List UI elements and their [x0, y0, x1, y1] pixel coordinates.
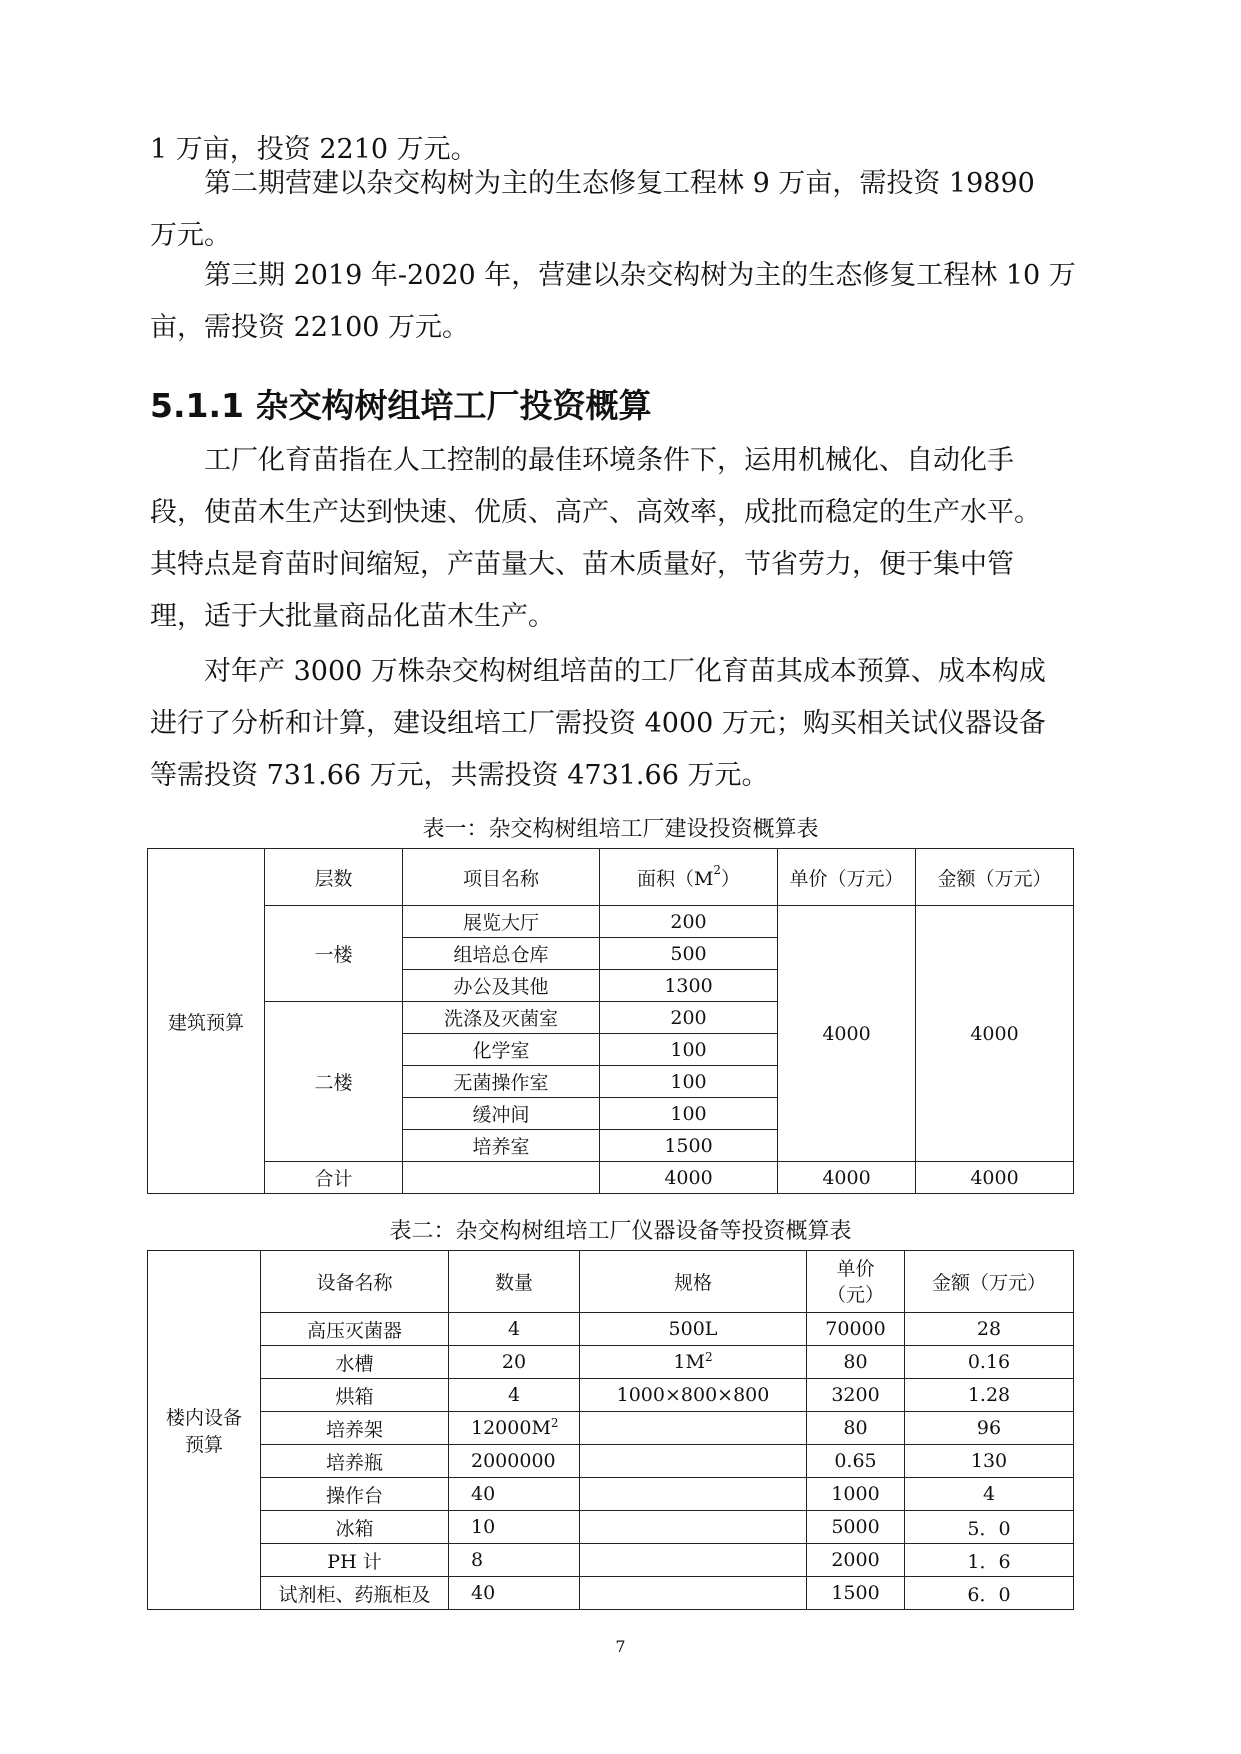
amount-cell: 4 — [905, 1478, 1074, 1511]
page-number: 7 — [615, 1637, 626, 1656]
header-item: 项目名称 — [403, 849, 600, 906]
quantity-cell: $12000M^2$ — [449, 1412, 580, 1445]
quantity-cell: 4 — [449, 1379, 580, 1412]
quantity-cell: 8 — [449, 1544, 580, 1577]
text-line: 段，使苗木生产达到快速、优质、高产、高效率，成批而稳定的生产水平。 — [150, 497, 1041, 528]
paragraph-phase2 — [150, 158, 1095, 262]
quantity-cell: 2000000 — [449, 1445, 580, 1478]
area-cell: 1500 — [600, 1130, 778, 1162]
area-cell: 1300 — [600, 970, 778, 1002]
text-line: 亩，需投资 22100 万元。 — [150, 312, 470, 343]
table2-caption: 表二：杂交构树组培工厂仪器设备等投资概算表 — [389, 1219, 852, 1244]
amount-cell: 0.16 — [905, 1346, 1074, 1379]
table-row — [148, 1544, 1074, 1577]
text-line: 对年产 3000 万株杂交构树组培苗的工厂化育苗其成本预算、成本构成 — [204, 656, 1046, 687]
amount-cell: 96 — [905, 1412, 1074, 1445]
unit-price-cell: 1000 — [807, 1478, 905, 1511]
table-row — [148, 1412, 1074, 1445]
area-cell: 200 — [600, 1002, 778, 1034]
quantity-cell: 40 — [449, 1577, 580, 1610]
header-equipment-name: 设备名称 — [261, 1251, 449, 1313]
table1-caption: 表一：杂交构树组培工厂建设投资概算表 — [422, 817, 819, 842]
equipment-name: 冰箱 — [261, 1511, 449, 1544]
item-cell: 办公及其他 — [403, 970, 600, 1002]
unit-price-cell: 2000 — [807, 1544, 905, 1577]
text-line: 其特点是育苗时间缩短，产苗量大、苗木质量好，节省劳力，便于集中管 — [150, 549, 1014, 580]
equipment-name: 水槽 — [261, 1346, 449, 1379]
paragraph-phase3 — [150, 250, 1095, 354]
text-line: 第三期 2019 年-2020 年，营建以杂交构树为主的生态修复工程林 10 万 — [204, 260, 1076, 291]
table-header-row — [148, 1251, 1074, 1313]
equipment-name: 培养架 — [261, 1412, 449, 1445]
item-cell: 展览大厅 — [403, 906, 600, 938]
equipment-name: 高压灭菌器 — [261, 1313, 449, 1346]
amount-cell: 1．6 — [905, 1544, 1074, 1577]
area-cell: 500 — [600, 938, 778, 970]
spec-cell — [580, 1445, 807, 1478]
text-line: 理，适于大批量商品化苗木生产。 — [150, 601, 555, 632]
item-cell: 缓冲间 — [403, 1098, 600, 1130]
floor-cell: 一楼 — [265, 906, 403, 1002]
item-cell: 组培总仓库 — [403, 938, 600, 970]
table-header-row — [148, 849, 1074, 906]
area-cell: 100 — [600, 1034, 778, 1066]
equipment-name: 培养瓶 — [261, 1445, 449, 1478]
table-row — [148, 1313, 1074, 1346]
text-line: 第二期营建以杂交构树为主的生态修复工程林 9 万亩，需投资 19890 — [204, 168, 1035, 199]
item-cell: 洗涤及灭菌室 — [403, 1002, 600, 1034]
item-cell: 无菌操作室 — [403, 1066, 600, 1098]
header-unit-price: 单价 （元） — [807, 1251, 905, 1313]
building-budget-table — [147, 848, 1074, 1194]
spec-cell — [580, 1511, 807, 1544]
paragraph-factory-nursery — [150, 435, 1095, 643]
area-cell: 200 — [600, 906, 778, 938]
table-row — [148, 1577, 1074, 1610]
amount-cell: 130 — [905, 1445, 1074, 1478]
spec-cell — [580, 1478, 807, 1511]
unit-price-cell: 3200 — [807, 1379, 905, 1412]
unit-price-cell: 70000 — [807, 1313, 905, 1346]
amount-cell: 1.28 — [905, 1379, 1074, 1412]
spec-cell: $1M^2$ — [580, 1346, 807, 1379]
header-floor: 层数 — [265, 849, 403, 906]
amount-cell: 6．0 — [905, 1577, 1074, 1610]
header-unit-price: 单价（万元） — [778, 849, 916, 906]
quantity-cell: 40 — [449, 1478, 580, 1511]
item-cell: 化学室 — [403, 1034, 600, 1066]
spec-cell: 500L — [580, 1313, 807, 1346]
header-spec: 规格 — [580, 1251, 807, 1313]
text-line: 等需投资 731.66 万元，共需投资 4731.66 万元。 — [150, 760, 769, 791]
quantity-cell: 10 — [449, 1511, 580, 1544]
spec-cell — [580, 1412, 807, 1445]
total-price: 4000 — [778, 1162, 916, 1194]
merged-amount-cell: 4000 — [916, 906, 1074, 1162]
floor-cell: 二楼 — [265, 1002, 403, 1162]
header-quantity: 数量 — [449, 1251, 580, 1313]
spec-cell — [580, 1577, 807, 1610]
category-cell: 楼内设备 预算 — [148, 1251, 261, 1610]
table-row — [148, 1478, 1074, 1511]
header-amount: 金额（万元） — [916, 849, 1074, 906]
unit-price-cell: 0.65 — [807, 1445, 905, 1478]
amount-cell: 28 — [905, 1313, 1074, 1346]
equipment-name: PH 计 — [261, 1544, 449, 1577]
unit-price-cell: 1500 — [807, 1577, 905, 1610]
unit-price-cell: 80 — [807, 1412, 905, 1445]
unit-price-cell: 5000 — [807, 1511, 905, 1544]
text-line: 万元。 — [150, 220, 231, 251]
equipment-budget-table — [147, 1250, 1074, 1610]
header-amount: 金额（万元） — [905, 1251, 1074, 1313]
table-row — [148, 1511, 1074, 1544]
text-line: 进行了分析和计算，建设组培工厂需投资 4000 万元；购买相关试仪器设备 — [150, 708, 1046, 739]
spec-cell: 1000×800×800 — [580, 1379, 807, 1412]
text-line: 工厂化育苗指在人工控制的最佳环境条件下，运用机械化、自动化手 — [204, 445, 1014, 476]
equipment-name: 试剂柜、药瓶柜及 — [261, 1577, 449, 1610]
category-cell: 建筑预算 — [148, 849, 265, 1194]
table-row — [148, 1379, 1074, 1412]
item-cell: 培养室 — [403, 1130, 600, 1162]
paragraph-investment — [150, 646, 1095, 802]
table-row — [148, 1445, 1074, 1478]
equipment-name: 操作台 — [261, 1478, 449, 1511]
amount-cell: 5．0 — [905, 1511, 1074, 1544]
section-heading: 5.1.1 杂交构树组培工厂投资概算 — [150, 386, 652, 425]
text-line: 1 万亩，投资 2210 万元。 — [150, 134, 478, 165]
spec-cell — [580, 1544, 807, 1577]
unit-price-cell: 80 — [807, 1346, 905, 1379]
total-item-empty — [403, 1162, 600, 1194]
area-cell: 100 — [600, 1066, 778, 1098]
equipment-name: 烘箱 — [261, 1379, 449, 1412]
quantity-cell: 4 — [449, 1313, 580, 1346]
header-area: 面积$(M^2)$ — [600, 849, 778, 906]
table-total-row — [148, 1162, 1074, 1194]
total-label: 合计 — [265, 1162, 403, 1194]
table-row — [148, 906, 1074, 938]
merged-price-cell: 4000 — [778, 906, 916, 1162]
area-cell: 100 — [600, 1098, 778, 1130]
total-area: 4000 — [600, 1162, 778, 1194]
total-amount: 4000 — [916, 1162, 1074, 1194]
table-row — [148, 1346, 1074, 1379]
quantity-cell: 20 — [449, 1346, 580, 1379]
